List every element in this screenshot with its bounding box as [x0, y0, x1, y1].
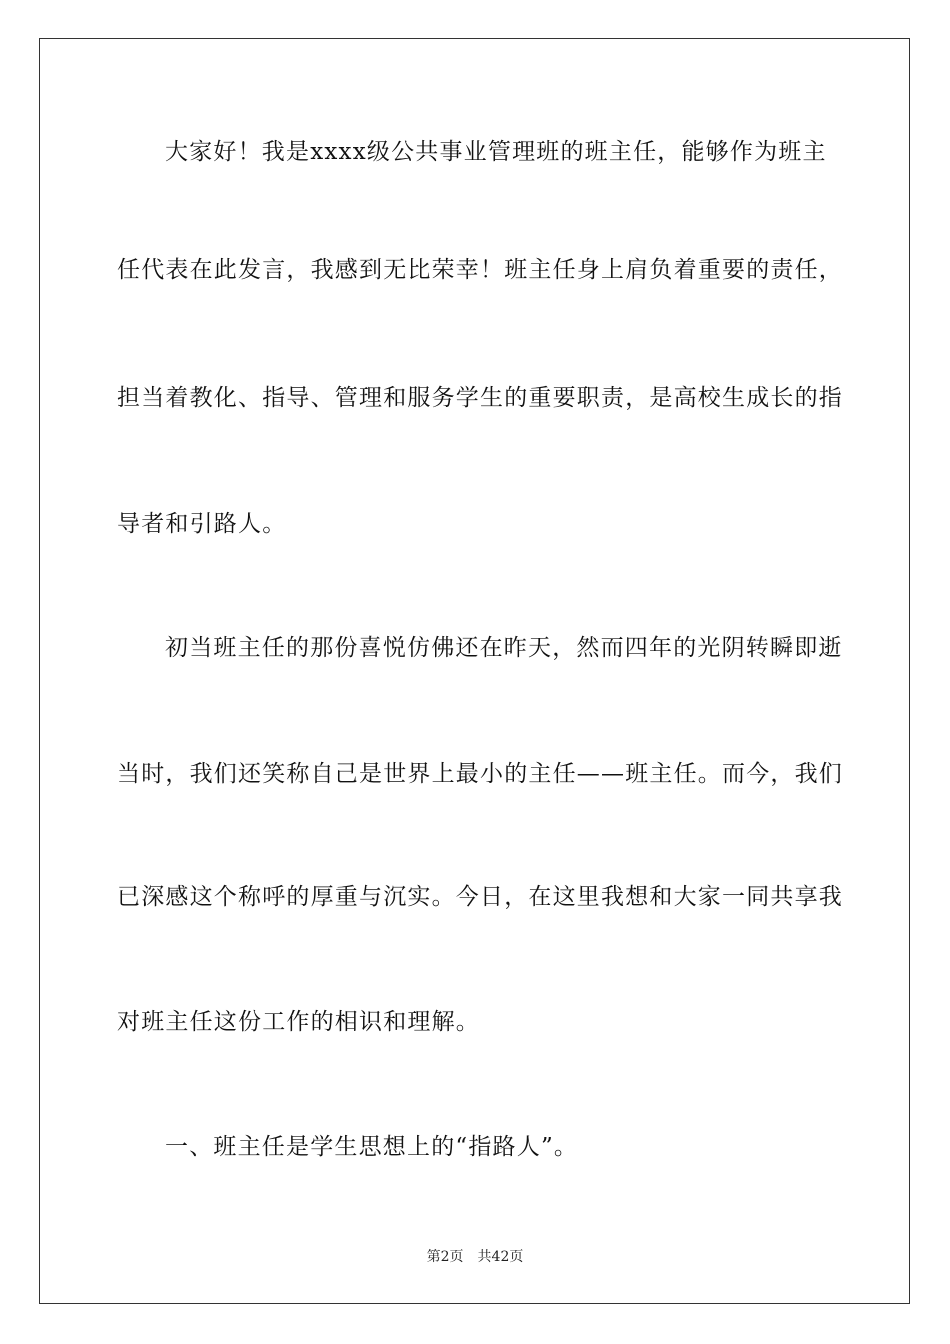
- paragraph-2-line-2: 当时，我们还笑称自己是世界上最小的主任——班主任。而今，我们: [117, 761, 843, 787]
- paragraph-1-line-2: 任代表在此发言，我感到无比荣幸！班主任身上肩负着重要的责任，: [117, 257, 843, 283]
- page-border: [39, 38, 910, 1304]
- page-total: 共42页: [477, 1249, 524, 1265]
- paragraph-2-line-3: 已深感这个称呼的厚重与沉实。今日，在这里我想和大家一同共享我: [117, 884, 843, 910]
- paragraph-1-line-3: 担当着教化、指导、管理和服务学生的重要职责，是高校生成长的指: [117, 385, 843, 411]
- section-heading-1: 一、班主任是学生思想上的“指路人”。: [165, 1134, 579, 1160]
- paragraph-2-line-4: 对班主任这份工作的相识和理解。: [117, 1009, 480, 1035]
- paragraph-2-line-1: 初当班主任的那份喜悦仿佛还在昨天，然而四年的光阴转瞬即逝: [165, 635, 843, 661]
- paragraph-1-line-4: 导者和引路人。: [117, 511, 287, 537]
- page-footer: [0, 1248, 950, 1266]
- page-number: 第2页: [426, 1249, 464, 1265]
- paragraph-1-line-1: 大家好！我是xxxx级公共事业管理班的班主任，能够作为班主: [165, 139, 827, 165]
